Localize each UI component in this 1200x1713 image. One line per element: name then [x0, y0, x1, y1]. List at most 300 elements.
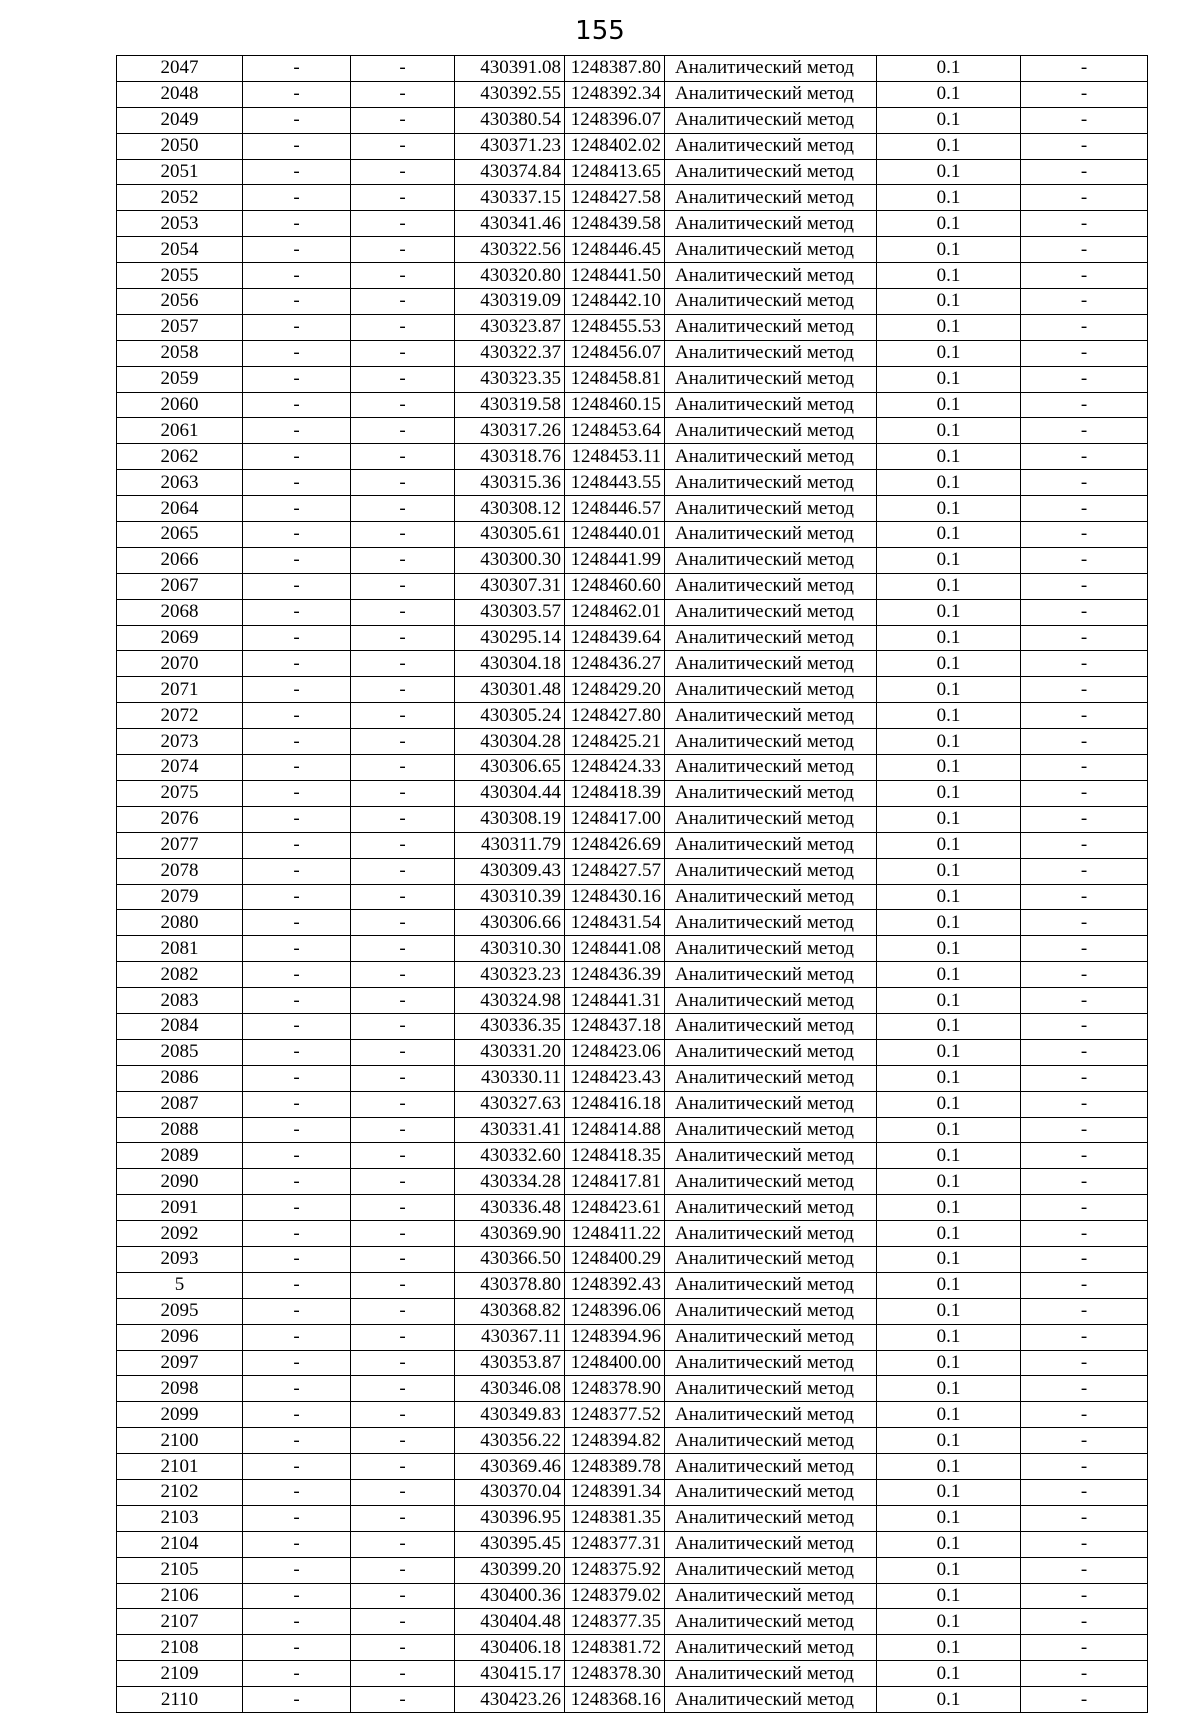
y-coordinate-cell: 1248456.07	[565, 340, 665, 366]
col2-cell: -	[243, 547, 351, 573]
col3-cell: -	[351, 1479, 455, 1505]
col8-cell: -	[1021, 340, 1148, 366]
point-number-cell: 2063	[117, 470, 243, 496]
col8-cell: -	[1021, 1402, 1148, 1428]
col2-cell: -	[243, 988, 351, 1014]
table-row	[117, 806, 1148, 832]
table-row	[117, 314, 1148, 340]
accuracy-cell: 0.1	[877, 1195, 1021, 1221]
table-row	[117, 1635, 1148, 1661]
accuracy-cell: 0.1	[877, 1479, 1021, 1505]
method-cell: Аналитический метод	[665, 677, 877, 703]
col3-cell: -	[351, 1583, 455, 1609]
x-coordinate-cell: 430349.83	[455, 1402, 565, 1428]
table-row	[117, 1039, 1148, 1065]
accuracy-cell: 0.1	[877, 1583, 1021, 1609]
method-cell: Аналитический метод	[665, 625, 877, 651]
col8-cell: -	[1021, 1013, 1148, 1039]
x-coordinate-cell: 430395.45	[455, 1531, 565, 1557]
y-coordinate-cell: 1248462.01	[565, 599, 665, 625]
col3-cell: -	[351, 651, 455, 677]
col2-cell: -	[243, 832, 351, 858]
method-cell: Аналитический метод	[665, 1609, 877, 1635]
point-number-cell: 2098	[117, 1376, 243, 1402]
accuracy-cell: 0.1	[877, 806, 1021, 832]
x-coordinate-cell: 430369.46	[455, 1454, 565, 1480]
col8-cell: -	[1021, 1272, 1148, 1298]
col8-cell: -	[1021, 159, 1148, 185]
accuracy-cell: 0.1	[877, 703, 1021, 729]
col2-cell: -	[243, 340, 351, 366]
method-cell: Аналитический метод	[665, 470, 877, 496]
accuracy-cell: 0.1	[877, 677, 1021, 703]
col8-cell: -	[1021, 703, 1148, 729]
col3-cell: -	[351, 392, 455, 418]
table-row	[117, 573, 1148, 599]
point-number-cell: 2051	[117, 159, 243, 185]
col2-cell: -	[243, 910, 351, 936]
point-number-cell: 2059	[117, 366, 243, 392]
x-coordinate-cell: 430304.18	[455, 651, 565, 677]
col2-cell: -	[243, 366, 351, 392]
col8-cell: -	[1021, 237, 1148, 263]
col3-cell: -	[351, 1039, 455, 1065]
point-number-cell: 2074	[117, 755, 243, 781]
point-number-cell: 2057	[117, 314, 243, 340]
method-cell: Аналитический метод	[665, 314, 877, 340]
col8-cell: -	[1021, 936, 1148, 962]
col8-cell: -	[1021, 1246, 1148, 1272]
col2-cell: -	[243, 677, 351, 703]
point-number-cell: 2108	[117, 1635, 243, 1661]
table-row	[117, 936, 1148, 962]
x-coordinate-cell: 430300.30	[455, 547, 565, 573]
point-number-cell: 2061	[117, 418, 243, 444]
x-coordinate-cell: 430323.23	[455, 962, 565, 988]
col3-cell: -	[351, 625, 455, 651]
method-cell: Аналитический метод	[665, 651, 877, 677]
y-coordinate-cell: 1248440.01	[565, 522, 665, 548]
col2-cell: -	[243, 1298, 351, 1324]
method-cell: Аналитический метод	[665, 729, 877, 755]
col2-cell: -	[243, 1428, 351, 1454]
y-coordinate-cell: 1248423.06	[565, 1039, 665, 1065]
accuracy-cell: 0.1	[877, 988, 1021, 1014]
accuracy-cell: 0.1	[877, 1298, 1021, 1324]
col2-cell: -	[243, 884, 351, 910]
col2-cell: -	[243, 314, 351, 340]
x-coordinate-cell: 430322.37	[455, 340, 565, 366]
table-row	[117, 263, 1148, 289]
method-cell: Аналитический метод	[665, 573, 877, 599]
table-row	[117, 289, 1148, 315]
method-cell: Аналитический метод	[665, 1635, 877, 1661]
point-number-cell: 2060	[117, 392, 243, 418]
method-cell: Аналитический метод	[665, 988, 877, 1014]
table-row	[117, 1272, 1148, 1298]
col2-cell: -	[243, 133, 351, 159]
y-coordinate-cell: 1248437.18	[565, 1013, 665, 1039]
accuracy-cell: 0.1	[877, 211, 1021, 237]
col8-cell: -	[1021, 1324, 1148, 1350]
table-row	[117, 1350, 1148, 1376]
method-cell: Аналитический метод	[665, 289, 877, 315]
col8-cell: -	[1021, 1221, 1148, 1247]
table-row	[117, 1117, 1148, 1143]
col2-cell: -	[243, 496, 351, 522]
col2-cell: -	[243, 522, 351, 548]
x-coordinate-cell: 430374.84	[455, 159, 565, 185]
col8-cell: -	[1021, 314, 1148, 340]
table-row	[117, 237, 1148, 263]
point-number-cell: 2054	[117, 237, 243, 263]
col8-cell: -	[1021, 884, 1148, 910]
point-number-cell: 2081	[117, 936, 243, 962]
x-coordinate-cell: 430322.56	[455, 237, 565, 263]
method-cell: Аналитический метод	[665, 806, 877, 832]
col3-cell: -	[351, 159, 455, 185]
table-row	[117, 444, 1148, 470]
method-cell: Аналитический метод	[665, 133, 877, 159]
col2-cell: -	[243, 625, 351, 651]
table-row	[117, 755, 1148, 781]
y-coordinate-cell: 1248389.78	[565, 1454, 665, 1480]
point-number-cell: 2066	[117, 547, 243, 573]
table-row	[117, 133, 1148, 159]
accuracy-cell: 0.1	[877, 1531, 1021, 1557]
point-number-cell: 2078	[117, 858, 243, 884]
method-cell: Аналитический метод	[665, 1479, 877, 1505]
point-number-cell: 2049	[117, 107, 243, 133]
y-coordinate-cell: 1248458.81	[565, 366, 665, 392]
col3-cell: -	[351, 573, 455, 599]
accuracy-cell: 0.1	[877, 1143, 1021, 1169]
y-coordinate-cell: 1248392.34	[565, 81, 665, 107]
col3-cell: -	[351, 1272, 455, 1298]
method-cell: Аналитический метод	[665, 81, 877, 107]
method-cell: Аналитический метод	[665, 1350, 877, 1376]
method-cell: Аналитический метод	[665, 755, 877, 781]
y-coordinate-cell: 1248417.00	[565, 806, 665, 832]
col8-cell: -	[1021, 496, 1148, 522]
point-number-cell: 2052	[117, 185, 243, 211]
col3-cell: -	[351, 910, 455, 936]
point-number-cell: 2058	[117, 340, 243, 366]
y-coordinate-cell: 1248424.33	[565, 755, 665, 781]
y-coordinate-cell: 1248378.90	[565, 1376, 665, 1402]
point-number-cell: 2103	[117, 1505, 243, 1531]
method-cell: Аналитический метод	[665, 962, 877, 988]
col2-cell: -	[243, 858, 351, 884]
method-cell: Аналитический метод	[665, 1531, 877, 1557]
y-coordinate-cell: 1248377.35	[565, 1609, 665, 1635]
col3-cell: -	[351, 1454, 455, 1480]
table-row	[117, 392, 1148, 418]
x-coordinate-cell: 430406.18	[455, 1635, 565, 1661]
table-row	[117, 1195, 1148, 1221]
x-coordinate-cell: 430324.98	[455, 988, 565, 1014]
y-coordinate-cell: 1248423.61	[565, 1195, 665, 1221]
point-number-cell: 2102	[117, 1479, 243, 1505]
table-row	[117, 340, 1148, 366]
accuracy-cell: 0.1	[877, 81, 1021, 107]
method-cell: Аналитический метод	[665, 107, 877, 133]
col8-cell: -	[1021, 677, 1148, 703]
col3-cell: -	[351, 1687, 455, 1713]
col2-cell: -	[243, 1687, 351, 1713]
y-coordinate-cell: 1248375.92	[565, 1557, 665, 1583]
accuracy-cell: 0.1	[877, 392, 1021, 418]
table-row	[117, 107, 1148, 133]
x-coordinate-cell: 430318.76	[455, 444, 565, 470]
accuracy-cell: 0.1	[877, 159, 1021, 185]
point-number-cell: 2065	[117, 522, 243, 548]
point-number-cell: 2100	[117, 1428, 243, 1454]
col2-cell: -	[243, 1557, 351, 1583]
table-row	[117, 81, 1148, 107]
method-cell: Аналитический метод	[665, 858, 877, 884]
table-row	[117, 159, 1148, 185]
accuracy-cell: 0.1	[877, 1065, 1021, 1091]
col3-cell: -	[351, 366, 455, 392]
table-row	[117, 599, 1148, 625]
col2-cell: -	[243, 573, 351, 599]
col3-cell: -	[351, 988, 455, 1014]
x-coordinate-cell: 430319.58	[455, 392, 565, 418]
method-cell: Аналитический метод	[665, 418, 877, 444]
accuracy-cell: 0.1	[877, 1350, 1021, 1376]
col8-cell: -	[1021, 599, 1148, 625]
x-coordinate-cell: 430317.26	[455, 418, 565, 444]
col3-cell: -	[351, 1609, 455, 1635]
table-row	[117, 729, 1148, 755]
col3-cell: -	[351, 780, 455, 806]
point-number-cell: 2050	[117, 133, 243, 159]
col2-cell: -	[243, 444, 351, 470]
table-row	[117, 703, 1148, 729]
x-coordinate-cell: 430308.12	[455, 496, 565, 522]
point-number-cell: 2079	[117, 884, 243, 910]
accuracy-cell: 0.1	[877, 625, 1021, 651]
point-number-cell: 2097	[117, 1350, 243, 1376]
col3-cell: -	[351, 1195, 455, 1221]
table-row	[117, 988, 1148, 1014]
col8-cell: -	[1021, 1531, 1148, 1557]
col2-cell: -	[243, 1479, 351, 1505]
method-cell: Аналитический метод	[665, 522, 877, 548]
x-coordinate-cell: 430371.23	[455, 133, 565, 159]
col2-cell: -	[243, 1246, 351, 1272]
x-coordinate-cell: 430391.08	[455, 56, 565, 82]
point-number-cell: 2055	[117, 263, 243, 289]
method-cell: Аналитический метод	[665, 703, 877, 729]
method-cell: Аналитический метод	[665, 159, 877, 185]
col2-cell: -	[243, 703, 351, 729]
col2-cell: -	[243, 289, 351, 315]
accuracy-cell: 0.1	[877, 755, 1021, 781]
point-number-cell: 2075	[117, 780, 243, 806]
method-cell: Аналитический метод	[665, 263, 877, 289]
col8-cell: -	[1021, 1609, 1148, 1635]
table-row	[117, 677, 1148, 703]
table-row	[117, 56, 1148, 82]
y-coordinate-cell: 1248417.81	[565, 1169, 665, 1195]
accuracy-cell: 0.1	[877, 547, 1021, 573]
col3-cell: -	[351, 832, 455, 858]
point-number-cell: 2086	[117, 1065, 243, 1091]
y-coordinate-cell: 1248418.39	[565, 780, 665, 806]
x-coordinate-cell: 430356.22	[455, 1428, 565, 1454]
method-cell: Аналитический метод	[665, 1195, 877, 1221]
method-cell: Аналитический метод	[665, 1039, 877, 1065]
method-cell: Аналитический метод	[665, 1065, 877, 1091]
col8-cell: -	[1021, 1298, 1148, 1324]
table-row	[117, 1609, 1148, 1635]
accuracy-cell: 0.1	[877, 1402, 1021, 1428]
col2-cell: -	[243, 185, 351, 211]
y-coordinate-cell: 1248441.99	[565, 547, 665, 573]
col2-cell: -	[243, 418, 351, 444]
col3-cell: -	[351, 1117, 455, 1143]
col8-cell: -	[1021, 133, 1148, 159]
table-row	[117, 1661, 1148, 1687]
point-number-cell: 2082	[117, 962, 243, 988]
col3-cell: -	[351, 185, 455, 211]
x-coordinate-cell: 430380.54	[455, 107, 565, 133]
col3-cell: -	[351, 1143, 455, 1169]
x-coordinate-cell: 430415.17	[455, 1661, 565, 1687]
table-row	[117, 625, 1148, 651]
table-row	[117, 884, 1148, 910]
accuracy-cell: 0.1	[877, 1091, 1021, 1117]
method-cell: Аналитический метод	[665, 1428, 877, 1454]
x-coordinate-cell: 430400.36	[455, 1583, 565, 1609]
method-cell: Аналитический метод	[665, 1298, 877, 1324]
col8-cell: -	[1021, 1350, 1148, 1376]
x-coordinate-cell: 430366.50	[455, 1246, 565, 1272]
method-cell: Аналитический метод	[665, 780, 877, 806]
x-coordinate-cell: 430319.09	[455, 289, 565, 315]
method-cell: Аналитический метод	[665, 185, 877, 211]
y-coordinate-cell: 1248377.52	[565, 1402, 665, 1428]
point-number-cell: 2072	[117, 703, 243, 729]
method-cell: Аналитический метод	[665, 910, 877, 936]
col3-cell: -	[351, 81, 455, 107]
method-cell: Аналитический метод	[665, 340, 877, 366]
col2-cell: -	[243, 237, 351, 263]
method-cell: Аналитический метод	[665, 1324, 877, 1350]
col2-cell: -	[243, 1505, 351, 1531]
point-number-cell: 2064	[117, 496, 243, 522]
y-coordinate-cell: 1248392.43	[565, 1272, 665, 1298]
col2-cell: -	[243, 1169, 351, 1195]
col2-cell: -	[243, 263, 351, 289]
col2-cell: -	[243, 1635, 351, 1661]
col2-cell: -	[243, 755, 351, 781]
col2-cell: -	[243, 780, 351, 806]
col3-cell: -	[351, 237, 455, 263]
col3-cell: -	[351, 211, 455, 237]
col8-cell: -	[1021, 1557, 1148, 1583]
table-row	[117, 1479, 1148, 1505]
col3-cell: -	[351, 314, 455, 340]
col8-cell: -	[1021, 755, 1148, 781]
table-row	[117, 1169, 1148, 1195]
col3-cell: -	[351, 755, 455, 781]
method-cell: Аналитический метод	[665, 1376, 877, 1402]
x-coordinate-cell: 430303.57	[455, 599, 565, 625]
y-coordinate-cell: 1248379.02	[565, 1583, 665, 1609]
col2-cell: -	[243, 470, 351, 496]
col3-cell: -	[351, 107, 455, 133]
y-coordinate-cell: 1248418.35	[565, 1143, 665, 1169]
col8-cell: -	[1021, 1583, 1148, 1609]
method-cell: Аналитический метод	[665, 884, 877, 910]
x-coordinate-cell: 430330.11	[455, 1065, 565, 1091]
col8-cell: -	[1021, 263, 1148, 289]
method-cell: Аналитический метод	[665, 1272, 877, 1298]
col3-cell: -	[351, 599, 455, 625]
x-coordinate-cell: 430337.15	[455, 185, 565, 211]
x-coordinate-cell: 430341.46	[455, 211, 565, 237]
y-coordinate-cell: 1248426.69	[565, 832, 665, 858]
accuracy-cell: 0.1	[877, 1039, 1021, 1065]
accuracy-cell: 0.1	[877, 418, 1021, 444]
col8-cell: -	[1021, 1635, 1148, 1661]
method-cell: Аналитический метод	[665, 1583, 877, 1609]
col2-cell: -	[243, 159, 351, 185]
method-cell: Аналитический метод	[665, 392, 877, 418]
point-number-cell: 2091	[117, 1195, 243, 1221]
col2-cell: -	[243, 211, 351, 237]
accuracy-cell: 0.1	[877, 1428, 1021, 1454]
col2-cell: -	[243, 1609, 351, 1635]
col3-cell: -	[351, 1013, 455, 1039]
col3-cell: -	[351, 1376, 455, 1402]
accuracy-cell: 0.1	[877, 470, 1021, 496]
col3-cell: -	[351, 962, 455, 988]
col3-cell: -	[351, 1221, 455, 1247]
x-coordinate-cell: 430310.30	[455, 936, 565, 962]
col3-cell: -	[351, 703, 455, 729]
col2-cell: -	[243, 599, 351, 625]
point-number-cell: 2062	[117, 444, 243, 470]
method-cell: Аналитический метод	[665, 1013, 877, 1039]
x-coordinate-cell: 430336.48	[455, 1195, 565, 1221]
accuracy-cell: 0.1	[877, 314, 1021, 340]
x-coordinate-cell: 430392.55	[455, 81, 565, 107]
x-coordinate-cell: 430332.60	[455, 1143, 565, 1169]
table-row	[117, 651, 1148, 677]
col8-cell: -	[1021, 780, 1148, 806]
point-number-cell: 2084	[117, 1013, 243, 1039]
col3-cell: -	[351, 522, 455, 548]
accuracy-cell: 0.1	[877, 340, 1021, 366]
point-number-cell: 2105	[117, 1557, 243, 1583]
col8-cell: -	[1021, 832, 1148, 858]
x-coordinate-cell: 430404.48	[455, 1609, 565, 1635]
col8-cell: -	[1021, 56, 1148, 82]
method-cell: Аналитический метод	[665, 1402, 877, 1428]
y-coordinate-cell: 1248460.15	[565, 392, 665, 418]
col2-cell: -	[243, 1272, 351, 1298]
col8-cell: -	[1021, 651, 1148, 677]
col2-cell: -	[243, 806, 351, 832]
col3-cell: -	[351, 1169, 455, 1195]
table-row	[117, 1246, 1148, 1272]
col8-cell: -	[1021, 289, 1148, 315]
table-row	[117, 1505, 1148, 1531]
